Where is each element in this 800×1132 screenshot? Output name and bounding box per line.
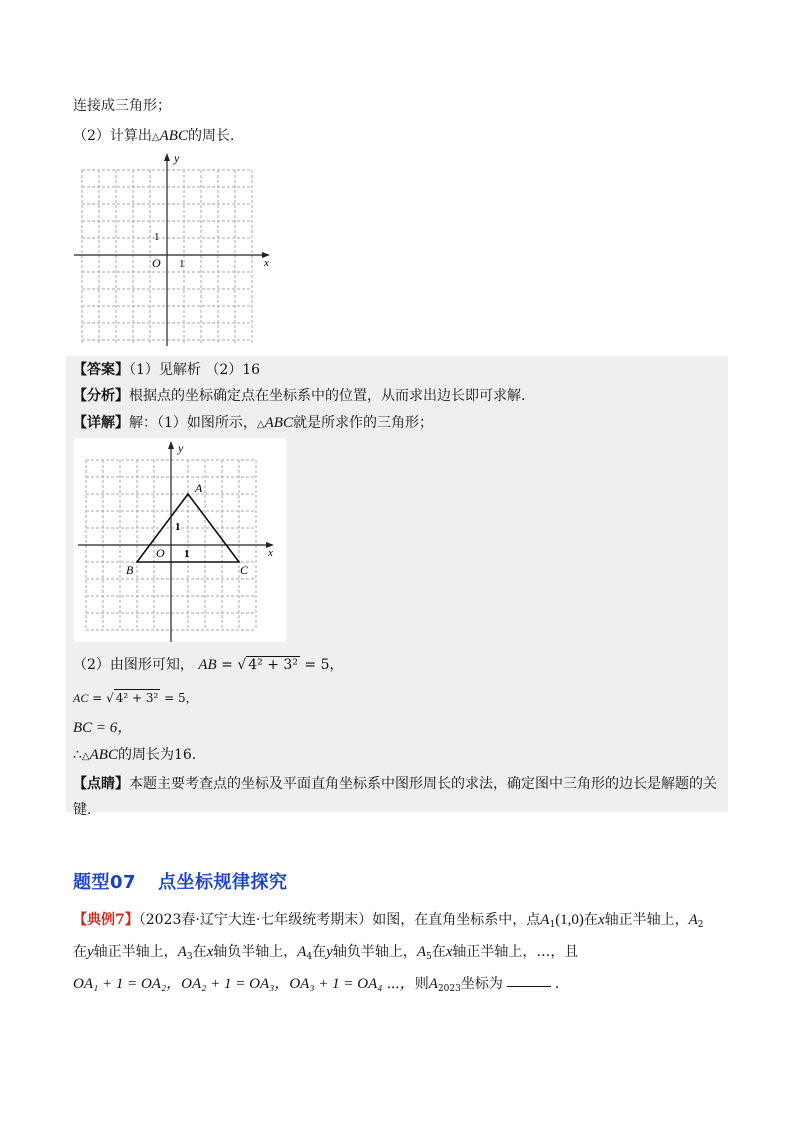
svg-text:B: B — [126, 563, 134, 577]
sqrt-icon: √ — [106, 691, 114, 705]
svg-text:1: 1 — [184, 548, 190, 560]
question-continuation: 连接成三角形； — [73, 98, 171, 114]
triangle-figure — [74, 438, 286, 642]
svg-text:C: C — [240, 563, 249, 577]
svg-text:1: 1 — [154, 231, 160, 243]
svg-text:y: y — [174, 151, 180, 165]
svg-text:O: O — [156, 546, 165, 560]
svg-text:y: y — [178, 441, 184, 455]
example-line-1: 【典例7】（2023春·辽宁大连·七年级统考期末）如图，在直角坐标系中，点$A_1(1,0)$在x轴正半轴上，$A_2$ — [73, 912, 704, 930]
example-line-2: 在y轴正半轴上，$A_3$在x轴负半轴上，$A_4$在y轴负半轴上，$A_5$在x轴正半轴上，…，且 — [73, 944, 579, 962]
calc-line-perimeter: ∴△ABC的周长为16. — [73, 747, 197, 763]
svg-text:x: x — [268, 547, 273, 559]
calc-line-ac: AC = √ 4² + 3² = 5， — [73, 691, 198, 705]
example-line-3: OA₁ + 1 = OA₂，OA₂ + 1 = OA₃，OA₃ + 1 = OA₄ ⋯，则$A_{2023}$坐标为 . — [73, 976, 560, 994]
svg-text:O: O — [152, 256, 161, 270]
blank-coordinate-grid — [70, 150, 280, 346]
calc-line-ab: （2）由图形可知， AB = √ 4² + 3² = 5， — [73, 657, 344, 673]
answer-line: 【答案】（1）见解析 （2）16 — [73, 362, 261, 378]
comment-line-2: 键. — [73, 802, 92, 818]
sqrt-icon: √ — [237, 657, 247, 673]
question-part-2: （2）计算出△ABC的周长． — [73, 128, 244, 144]
svg-text:x: x — [264, 257, 269, 269]
calc-line-bc: BC = 6， — [73, 720, 133, 736]
detail-line: 【详解】解：（1）如图所示，△ABC就是所求作的三角形； — [73, 415, 433, 431]
answer-blank[interactable] — [507, 986, 551, 987]
svg-text:1: 1 — [179, 258, 185, 270]
section-heading: 题型07 点坐标规律探究 — [73, 872, 288, 893]
svg-text:A: A — [195, 481, 203, 495]
comment-line-1: 【点睛】本题主要考查点的坐标及平面直角坐标系中图形周长的求法，确定图中三角形的边长是解题的关 — [73, 776, 717, 792]
analysis-line: 【分析】根据点的坐标确定点在坐标系中的位置，从而求出边长即可求解. — [73, 388, 526, 404]
svg-text:1: 1 — [175, 521, 181, 533]
